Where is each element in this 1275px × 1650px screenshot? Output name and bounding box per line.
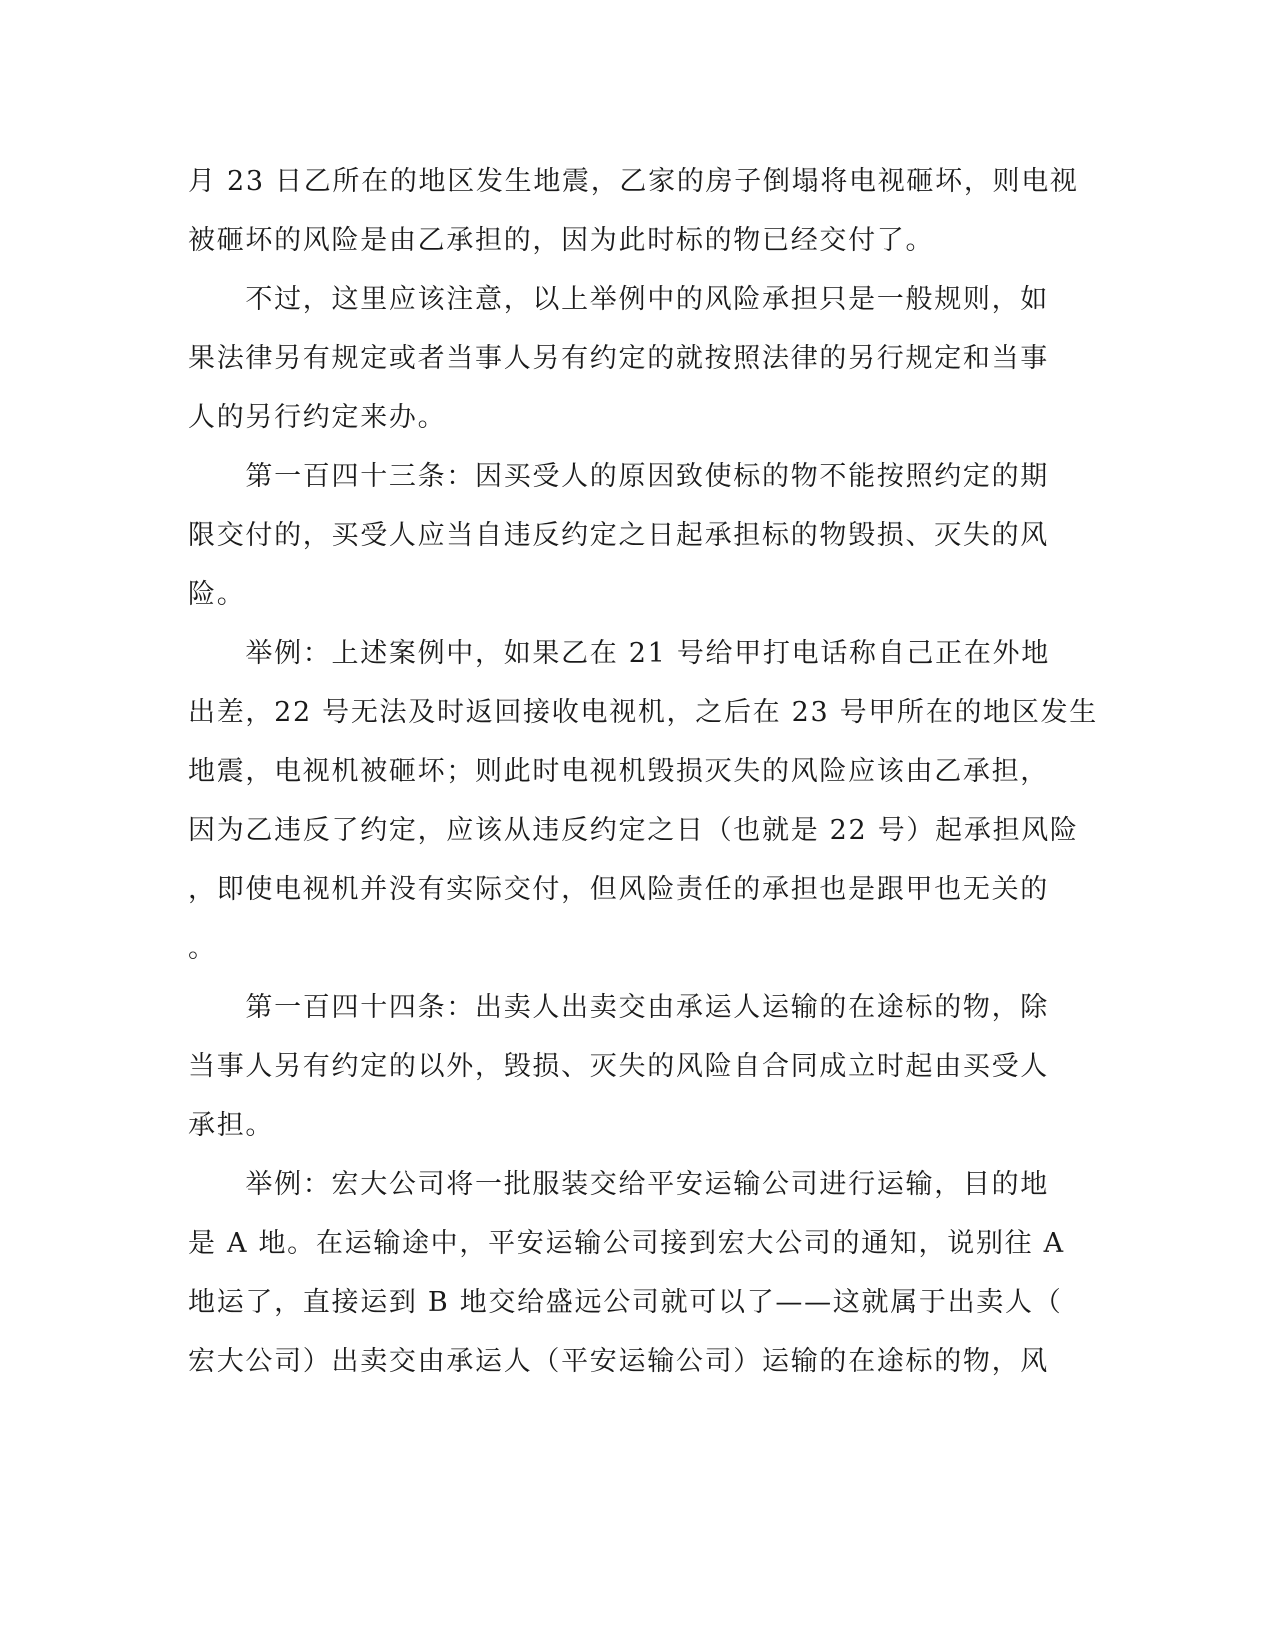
text-line: 举例：宏大公司将一批服装交给平安运输公司进行运输，目的地	[188, 1169, 1049, 1200]
text-line: 果法律另有规定或者当事人另有约定的就按照法律的另行规定和当事	[188, 343, 1049, 374]
text-line: 险。	[188, 579, 246, 610]
text-line: 不过，这里应该注意，以上举例中的风险承担只是一般规则，如	[188, 284, 1049, 315]
text-line: 举例：上述案例中，如果乙在 21 号给甲打电话称自己正在外地	[188, 638, 1050, 669]
text-line: 。	[188, 933, 217, 964]
text-line: 地震，电视机被砸坏；则此时电视机毁损灭失的风险应该由乙承担，	[188, 756, 1049, 787]
text-line: 月 23 日乙所在的地区发生地震，乙家的房子倒塌将电视砸坏，则电视	[188, 166, 1079, 197]
text-line: 限交付的，买受人应当自违反约定之日起承担标的物毁损、灭失的风	[188, 520, 1049, 551]
text-line: 地运了，直接运到 B 地交给盛远公司就可以了——这就属于出卖人（	[188, 1287, 1063, 1318]
text-line: 当事人另有约定的以外，毁损、灭失的风险自合同成立时起由买受人	[188, 1051, 1049, 1082]
text-line: 承担。	[188, 1110, 275, 1141]
text-line: 出差，22 号无法及时返回接收电视机，之后在 23 号甲所在的地区发生	[188, 697, 1098, 728]
text-line: 是 A 地。在运输途中，平安运输公司接到宏大公司的通知，说别往 A	[188, 1228, 1065, 1259]
text-line: 第一百四十四条：出卖人出卖交由承运人运输的在途标的物，除	[188, 992, 1049, 1023]
text-line: ，即使电视机并没有实际交付，但风险责任的承担也是跟甲也无关的	[188, 874, 1049, 905]
text-line: 被砸坏的风险是由乙承担的，因为此时标的物已经交付了。	[188, 225, 935, 256]
text-line: 人的另行约定来办。	[188, 402, 447, 433]
text-line: 因为乙违反了约定，应该从违反约定之日（也就是 22 号）起承担风险	[188, 815, 1079, 846]
text-line: 第一百四十三条：因买受人的原因致使标的物不能按照约定的期	[188, 461, 1049, 492]
text-line: 宏大公司）出卖交由承运人（平安运输公司）运输的在途标的物，风	[188, 1346, 1049, 1377]
